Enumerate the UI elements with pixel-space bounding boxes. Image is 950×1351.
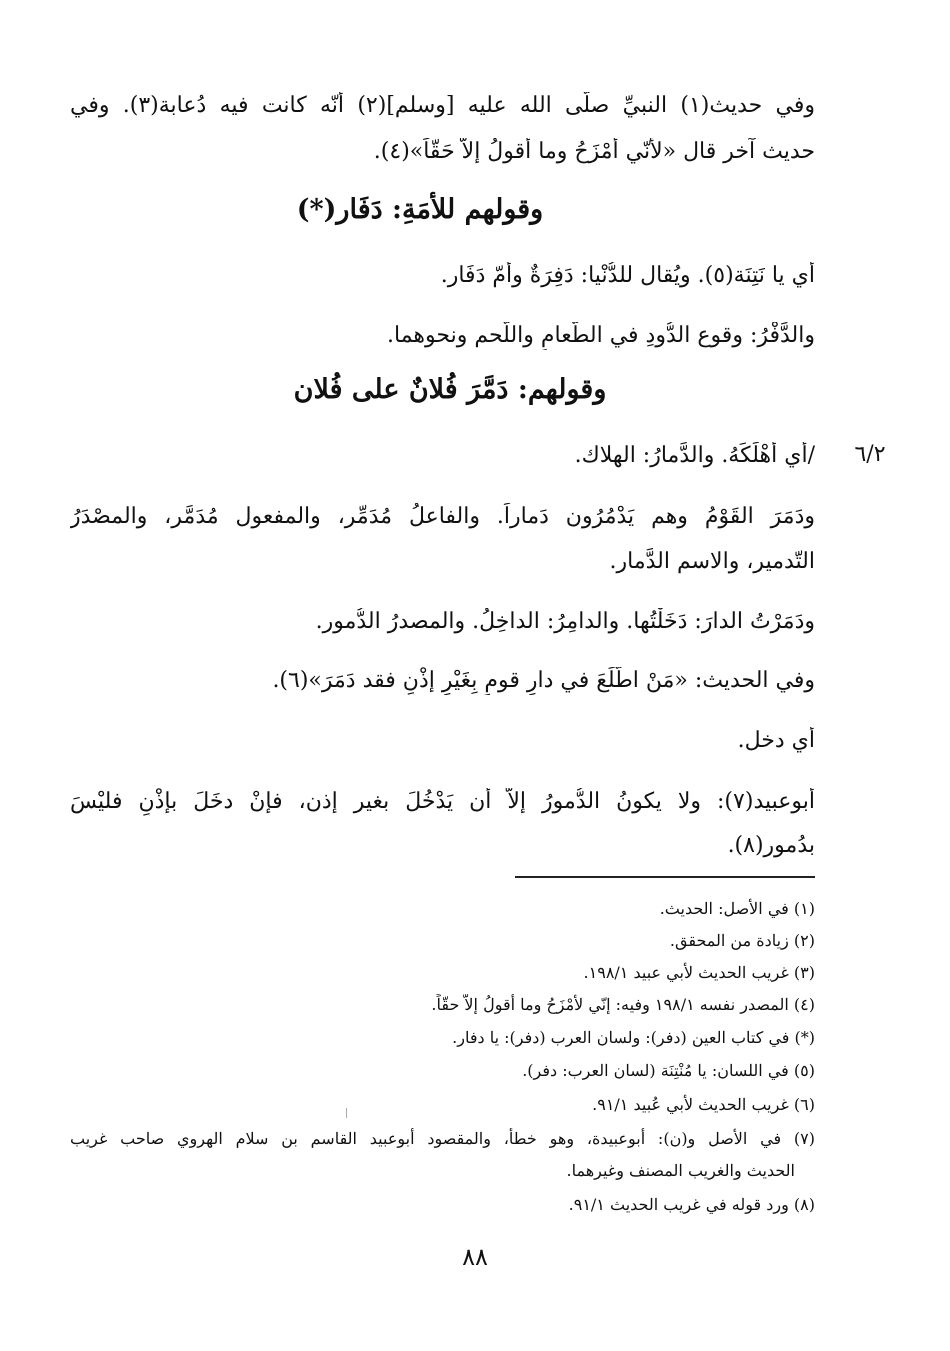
paragraph-line: أبوعبيد(٧): ولا يكونُ الدُّمورُ إلاّ أن يَدْخُلَ بغير إذن، فإنْ دخَلَ بإذْنٍ فليْسَ — [70, 789, 815, 814]
paragraph-line: وفي حديث(١) النبيِّ صلّى الله عليه [وسلم](٢) أنّه كانت فيه دُعابة(٣). وفي — [70, 93, 815, 118]
footnote: (*) في كتاب العين (دفر): ولسان العرب (دفر): يا دفار. — [452, 1028, 815, 1047]
footnote: (٨) ورد قوله في غريب الحديث ٩١/١. — [568, 1195, 815, 1214]
paragraph-line: بدُمور(٨). — [727, 833, 815, 858]
footnote: (٢) زيادة من المحقق. — [669, 931, 815, 950]
footnote-line: (٧) في الأصل و(ن): أبوعبيدة، وهو خطأ، والمقصود أبوعبيد القاسم بن سلام الهروي صاحب غريب — [70, 1129, 815, 1148]
section-heading: وقولهم للأمَةِ: دَفَار(*) — [296, 194, 544, 225]
paragraph: وفي الحديث: «مَنْ اطَّلَعَ في دارِ قومٍ بِغَيْرِ إذْنٍ فقد دَمَرَ»(٦). — [272, 668, 815, 693]
footnote: (٣) غريب الحديث لأبي عبيد ١٩٨/١. — [583, 963, 815, 982]
paragraph-line: ودَمَرَ القَوْمُ وهم يَدْمُرُون دَماراً. والفاعلُ مُدَمِّر، والمفعول مُدَمَّر، والمصْدَرُ — [70, 504, 815, 529]
scan-mark — [346, 1108, 347, 1118]
paragraph: أي دخل. — [737, 728, 815, 753]
footnote: (٤) المصدر نفسه ١٩٨/١ وفيه: إنّي لأمْزَحُ وما أقولُ إلاّ حقّاً. — [431, 995, 815, 1014]
margin-folio-reference: ٦/٢ — [854, 442, 886, 467]
footnote-line: الحديث والغريب المصنف وغيرهما. — [566, 1161, 795, 1180]
section-heading: وقولهم: دَمَّرَ فُلانٌ على فُلان — [293, 374, 607, 405]
paragraph-line: حديث آخر قال «لأنّي أمْزَحُ وما أقولُ إلاّ حَقّاً»(٤). — [373, 139, 815, 164]
footnote: (١) في الأصل: الحديث. — [659, 899, 815, 918]
footnote: (٦) غريب الحديث لأبي عُبيد ٩١/١. — [592, 1095, 815, 1114]
paragraph: ودَمَرْتُ الدارَ: دَخَلْتُها. والدامِرُ: الداخِلُ. والمصدرُ الدُّمور. — [315, 609, 815, 634]
page-number: ٨٨ — [462, 1243, 488, 1271]
paragraph: /أي أهْلَكَهُ. والدَّمارُ: الهلاك. — [574, 443, 815, 468]
paragraph: أي يا نَتِنَة(٥). ويُقال للدُّنْيا: دَفِرَةٌ وأمّ دَفَار. — [440, 263, 815, 288]
footnote: (٥) في اللسان: يا مُنْتِنَة (لسان العرب: دفر). — [522, 1061, 815, 1080]
paragraph-line: التّدمير، والاسم الدَّمار. — [609, 549, 815, 574]
footnote-separator — [515, 876, 815, 878]
paragraph: والدَّفْرُ: وقوع الدُّودِ في الطّعامِ واللّحم ونحوهما. — [387, 323, 815, 348]
